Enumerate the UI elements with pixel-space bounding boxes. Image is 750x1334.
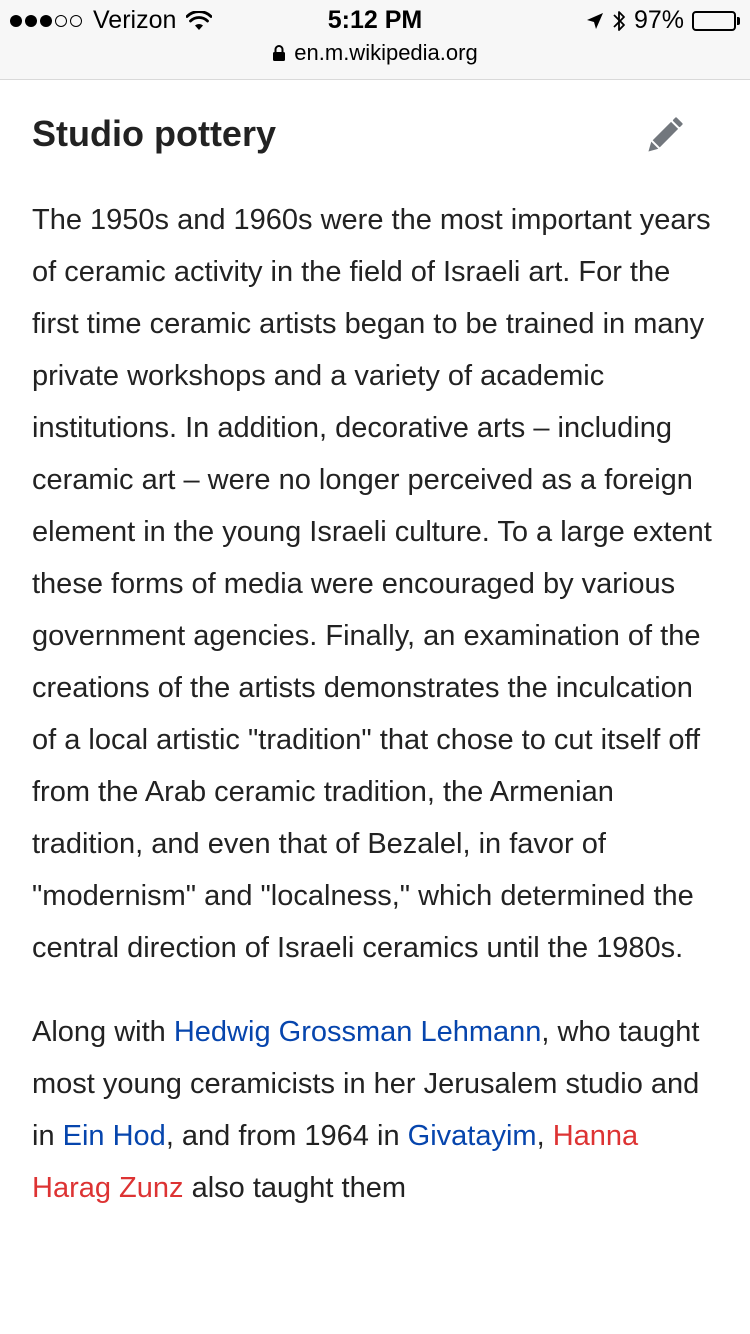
link-hedwig-grossman-lehmann[interactable]: Hedwig Grossman Lehmann <box>173 1016 542 1048</box>
paragraph-text: Along with <box>32 1016 174 1048</box>
article-paragraph: The 1950s and 1960s were the most important years of ceramic activity in the field of Israeli art. For the first time ceramic artists began to be trained in many private workshops and a variety of academic institutions. In addition, decorative arts – including ceramic art – were no longer perceived as a foreign element in the young Israeli culture. To a large extent these forms of media were encouraged by various government agencies. Finally, an examination of the creations of the artists demonstrates the inculcation of a local artistic "tradition" that chose to cut itself off from the Arab ceramic tradition, the Armenian tradition, and even that of Bezalel, in favor of "modernism" and "localness," which determined the central direction of Israeli ceramics until the 1980s. <box>32 204 712 964</box>
carrier-name: Verizon <box>93 6 177 34</box>
pencil-icon <box>640 112 688 160</box>
link-givatayim[interactable]: Givatayim <box>407 1120 537 1152</box>
lock-icon <box>272 44 286 62</box>
section-heading-row <box>32 80 718 186</box>
redlink-hanna-harag-zunz[interactable]: Hanna Harag Zunz <box>32 1120 639 1204</box>
link-ein-hod[interactable]: Ein Hod <box>62 1120 166 1152</box>
bluetooth-icon <box>612 9 626 33</box>
battery-icon <box>692 11 740 31</box>
status-bar <box>0 0 750 80</box>
article-paragraph <box>32 1006 718 1214</box>
paragraph-text: , and from 1964 in <box>165 1120 408 1152</box>
article-content <box>32 80 718 1214</box>
status-time: 5:12 PM <box>327 6 423 34</box>
url-text[interactable]: en.m.wikipedia.org <box>294 40 478 65</box>
battery-percent: 97% <box>633 6 684 34</box>
paragraph-text: , <box>536 1120 553 1152</box>
paragraph-text: also taught them <box>183 1172 406 1204</box>
paragraph-text: , who taught most young ceramicists in her Jerusalem studio and in <box>32 1016 700 1152</box>
status-bar-right <box>578 6 740 35</box>
edit-section-button[interactable] <box>640 112 688 160</box>
address-bar[interactable] <box>0 40 750 66</box>
location-icon <box>586 12 604 30</box>
section-title: Studio pottery <box>32 113 276 154</box>
